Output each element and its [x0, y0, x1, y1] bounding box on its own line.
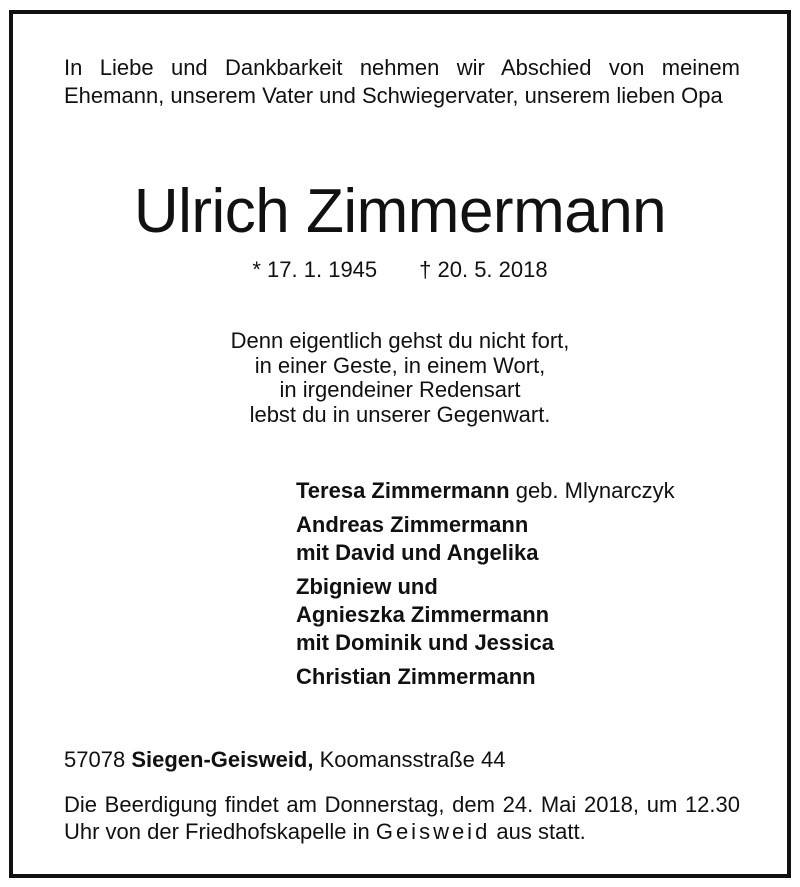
mourner-name: Teresa Zimmermann: [296, 478, 510, 503]
obituary-frame: [9, 10, 791, 878]
mourners-list: [296, 477, 766, 697]
funeral-text-end: aus statt.: [490, 819, 586, 844]
address-street: Koomansstraße 44: [319, 747, 506, 772]
mourner-children: mit David und Angelika: [296, 540, 539, 565]
poem-line: in irgendeiner Redensart: [279, 377, 521, 402]
poem-line: Denn eigentlich gehst du nicht fort,: [230, 328, 570, 353]
life-dates: [13, 256, 787, 284]
mourner-entry: [296, 663, 766, 691]
birth-date: * 17. 1. 1945: [252, 257, 378, 282]
deceased-name: Ulrich Zimmermann: [133, 177, 667, 246]
mourner-children: mit Dominik und Jessica: [296, 630, 554, 655]
maiden-name: geb. Mlynarczyk: [515, 478, 675, 503]
mourner-name: Zbigniew und: [296, 574, 438, 599]
funeral-text: Die Beerdigung findet am Donnerstag, dem 24. Mai 2018, um 12.30 Uhr von der Friedhofskapelle in: [64, 792, 740, 844]
poem-line: in einer Geste, in einem Wort,: [254, 352, 546, 378]
death-date: † 20. 5. 2018: [419, 257, 548, 282]
mourner-entry: [296, 573, 766, 657]
poem-line: lebst du in unserer Gegenwart.: [249, 401, 551, 427]
funeral-notice: [64, 791, 740, 845]
funeral-place: Geisweid: [375, 819, 491, 844]
mourner-name: Christian Zimmermann: [296, 664, 536, 689]
address: [64, 746, 740, 774]
address-city: Siegen-Geisweid,: [131, 747, 314, 772]
mourner-entry: [296, 477, 766, 505]
poem: [13, 329, 787, 427]
mourner-name: Andreas Zimmermann: [296, 512, 529, 537]
address-zip: 57078: [64, 747, 126, 772]
mourner-entry: [296, 511, 766, 567]
mourner-name: Agnieszka Zimmermann: [296, 602, 550, 627]
intro-text: In Liebe und Dankbarkeit nehmen wir Abschied von meinem Ehemann, unserem Vater und Schwiegervater, unserem lieben Opa: [64, 55, 740, 108]
